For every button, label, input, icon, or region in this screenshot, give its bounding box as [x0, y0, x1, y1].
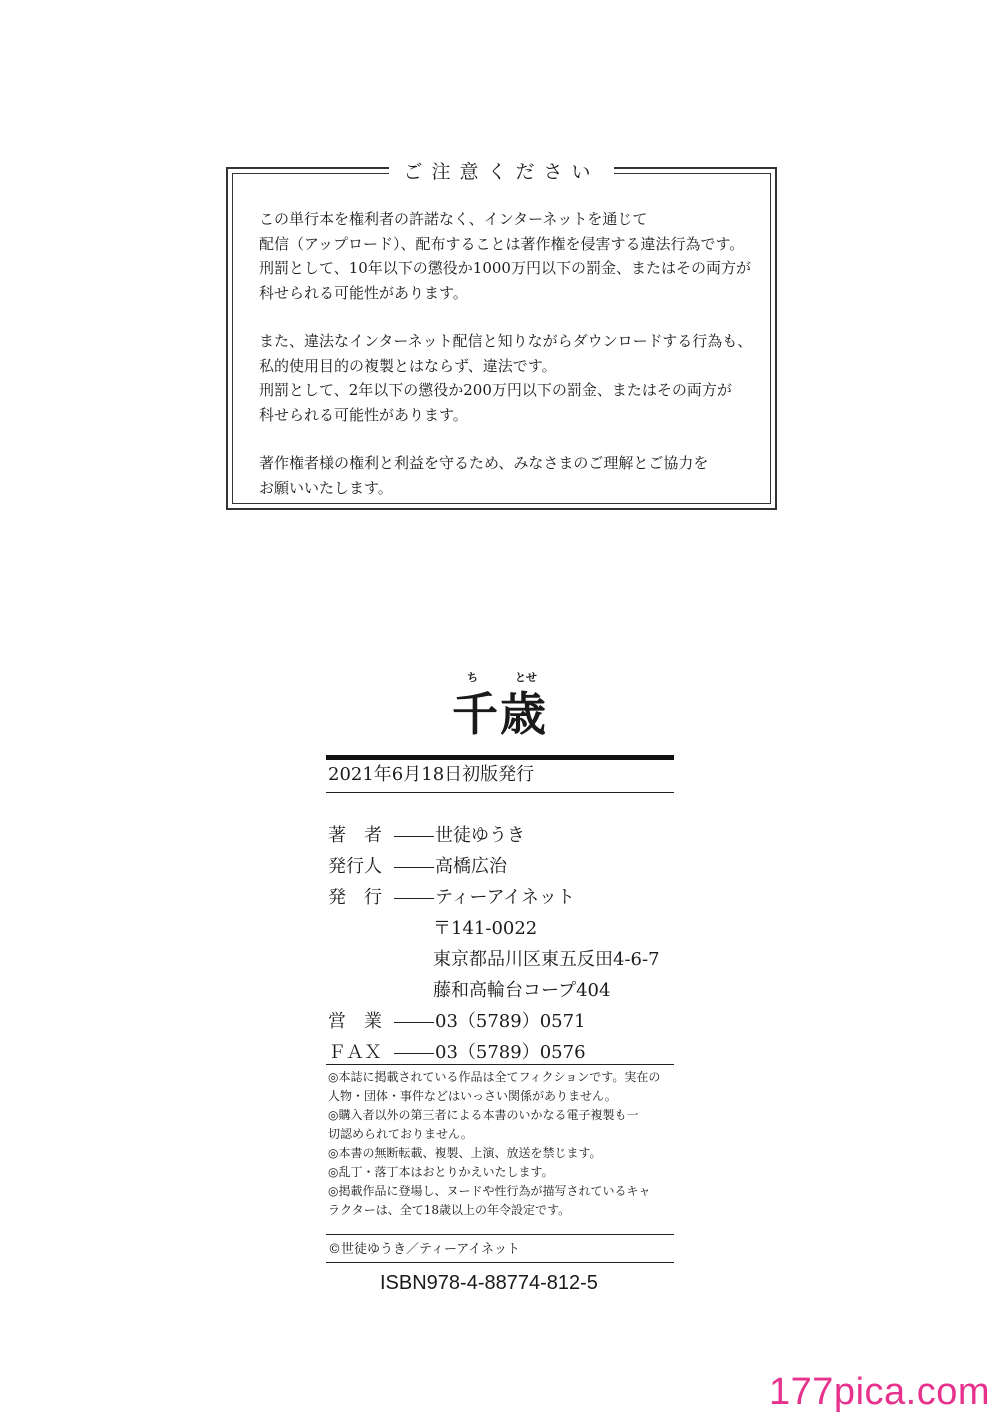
credit-label: 発 行: [328, 887, 382, 908]
credits-rule: [326, 1064, 674, 1065]
disclaimer-line: 切認められておりません。: [328, 1127, 473, 1141]
dash: [394, 836, 434, 837]
title-rule: [326, 755, 674, 760]
credit-value: 03（5789）0571: [435, 1011, 586, 1032]
disclaimer-line: ◎本書の無断転載、複製、上演、放送を禁じます。: [328, 1146, 602, 1160]
notice-line: 科せられる可能性があります。: [259, 283, 468, 302]
notice-line: 刑罰として、10年以下の懲役か1000万円以下の罰金、またはその両方が: [259, 259, 751, 277]
copyright-rule: [326, 1262, 674, 1263]
notice-paragraph: [259, 207, 759, 305]
notice-title-text: ご注意ください: [389, 160, 613, 184]
ruby-tose: とせ: [515, 671, 537, 684]
disclaimer-line: ◎購入者以外の第三者による本書のいかなる電子複製も一: [328, 1108, 639, 1122]
copyright-line: ©世徒ゆうき／ティーアイネット: [328, 1242, 521, 1257]
notice-line: 刑罰として、2年以下の懲役か200万円以下の罰金、またはその両方が: [259, 381, 732, 399]
dash: [394, 1053, 434, 1054]
credit-sales: [328, 1006, 708, 1037]
site-watermark: 177pica.com: [769, 1371, 990, 1413]
notice-title: [233, 160, 770, 184]
notice-line: 科せられる可能性があります。: [259, 405, 468, 424]
notice-line: お願いいたします。: [259, 478, 393, 497]
credit-value: 03（5789）0576: [435, 1042, 586, 1063]
notice-line: この単行本を権利者の許諾なく、インターネットを通じて: [259, 210, 648, 228]
credit-author: [328, 820, 708, 851]
credit-label: ＦＡＸ: [328, 1042, 382, 1063]
credit-value: 高橋広治: [435, 856, 507, 877]
dash: [394, 898, 434, 899]
address-line-2: 藤和高輪台コープ404: [433, 980, 611, 1001]
credit-publisher-person: [328, 851, 708, 882]
disclaimers: [328, 1068, 678, 1220]
address-line-1: 東京都品川区東五反田4-6-7: [433, 949, 660, 970]
notice-line: 私的使用目的の複製とはならず、違法です。: [259, 356, 557, 375]
notice-paragraph: [259, 329, 759, 427]
edition-date: 2021年6月18日初版発行: [328, 764, 535, 785]
credit-publisher: [328, 882, 708, 913]
isbn: ISBN978-4-88774-812-5: [380, 1272, 598, 1294]
notice-inner-frame: [232, 161, 771, 504]
credit-value: 世徒ゆうき: [435, 825, 525, 846]
disclaimer-rule: [326, 1234, 674, 1235]
dash: [394, 867, 434, 868]
credit-label: 著 者: [328, 825, 382, 846]
credit-address2: [328, 975, 708, 1006]
credit-address1: [328, 944, 708, 975]
disclaimer-line: ラクターは、全て18歳以上の年令設定です。: [328, 1203, 571, 1217]
disclaimer-line: ◎乱丁・落丁本はおとりかえいたします。: [328, 1165, 554, 1179]
credit-label: 発行人: [328, 856, 382, 877]
edition-rule: [326, 792, 674, 793]
book-title: 千歳: [452, 687, 548, 741]
notice-line: 著作権者様の権利と利益を守るため、みなさまのご理解とご協力を: [259, 454, 709, 472]
disclaimer-line: 人物・団体・事件などはいっさい関係がありません。: [328, 1089, 617, 1103]
credit-label: 営 業: [328, 1011, 382, 1032]
credits: [328, 820, 708, 1068]
dash: [394, 1022, 434, 1023]
postal-code: 〒141-0022: [433, 918, 538, 939]
copyright-notice-box: [226, 161, 777, 510]
disclaimer-line: ◎掲載作品に登場し、ヌードや性行為が描写されているキャ: [328, 1184, 651, 1198]
notice-line: 配信（アップロード）、配布することは著作権を侵害する違法行為です。: [259, 234, 745, 253]
credit-value: ティーアイネット: [435, 887, 575, 908]
ruby-chi: ち: [467, 671, 478, 684]
notice-line: また、違法なインターネット配信と知りながらダウンロードする行為も、: [259, 332, 753, 350]
notice-body: [259, 207, 759, 524]
disclaimer-line: ◎本誌に掲載されている作品は全てフィクションです。実在の: [328, 1070, 661, 1084]
credit-postal: [328, 913, 708, 944]
notice-paragraph: [259, 451, 759, 500]
